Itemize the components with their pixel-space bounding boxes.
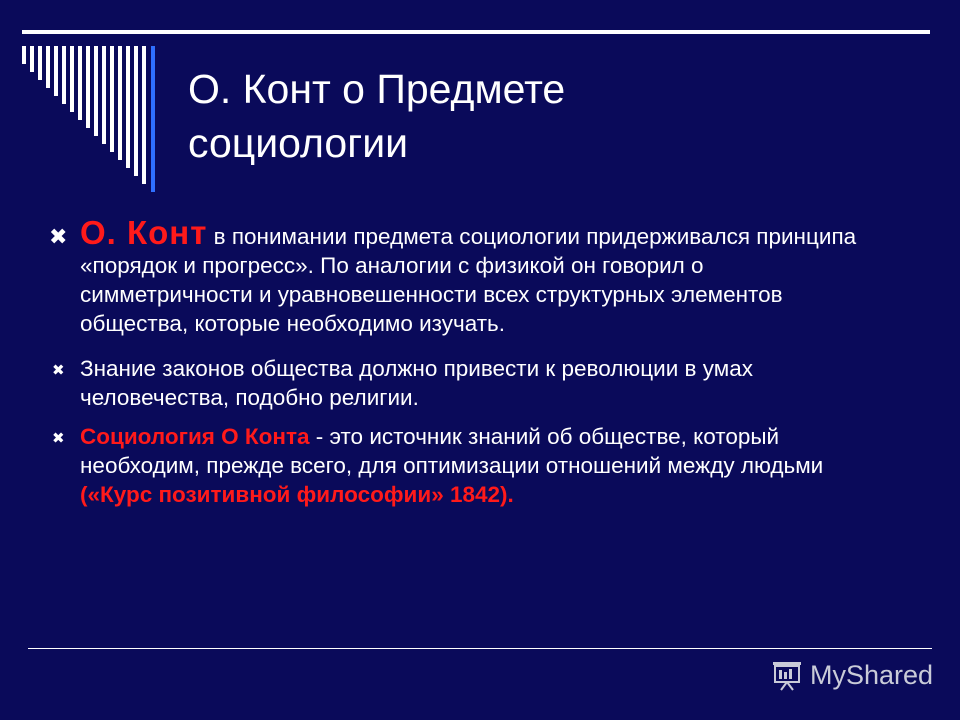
title-line-1: О. Конт о Предмете (188, 66, 566, 112)
decorative-stripes (0, 0, 170, 200)
bullet-text: Знание законов общества должно привести к революции в умах человечества, подобно религии. (80, 356, 753, 410)
x-bullet-icon: ✖ (52, 362, 65, 379)
logo-text: MyShared (810, 659, 934, 690)
title-line-2: социологии (188, 120, 408, 166)
bullet-name: О. Конт (80, 214, 208, 251)
bullet-citation: («Курс позитивной философии» 1842). (80, 482, 514, 507)
bullet-list (46, 214, 876, 509)
slide-title (188, 62, 888, 170)
bullet-highlight: Социология О Конта (80, 424, 310, 449)
bullet-text: в понимании предмета социологии придерживался принципа «порядок и прогресс». По аналогии с физикой он говорил о симметричности и уравновешенности всех структурных элементов общества, которые необходимо изучать. (80, 224, 857, 336)
x-bullet-icon: ✖ (52, 430, 65, 447)
x-bullet-icon: ✖ (49, 224, 68, 249)
bullet-item-2 (46, 354, 876, 412)
presentation-screen-icon (770, 658, 804, 692)
bullet-text: - это источник знаний об обществе, который необходим, прежде всего, для оптимизации отношений между людьми (80, 424, 824, 478)
bullet-item-1 (46, 214, 876, 338)
bottom-rule (28, 648, 932, 649)
myshared-logo (770, 655, 940, 695)
bullet-item-3 (46, 422, 876, 509)
